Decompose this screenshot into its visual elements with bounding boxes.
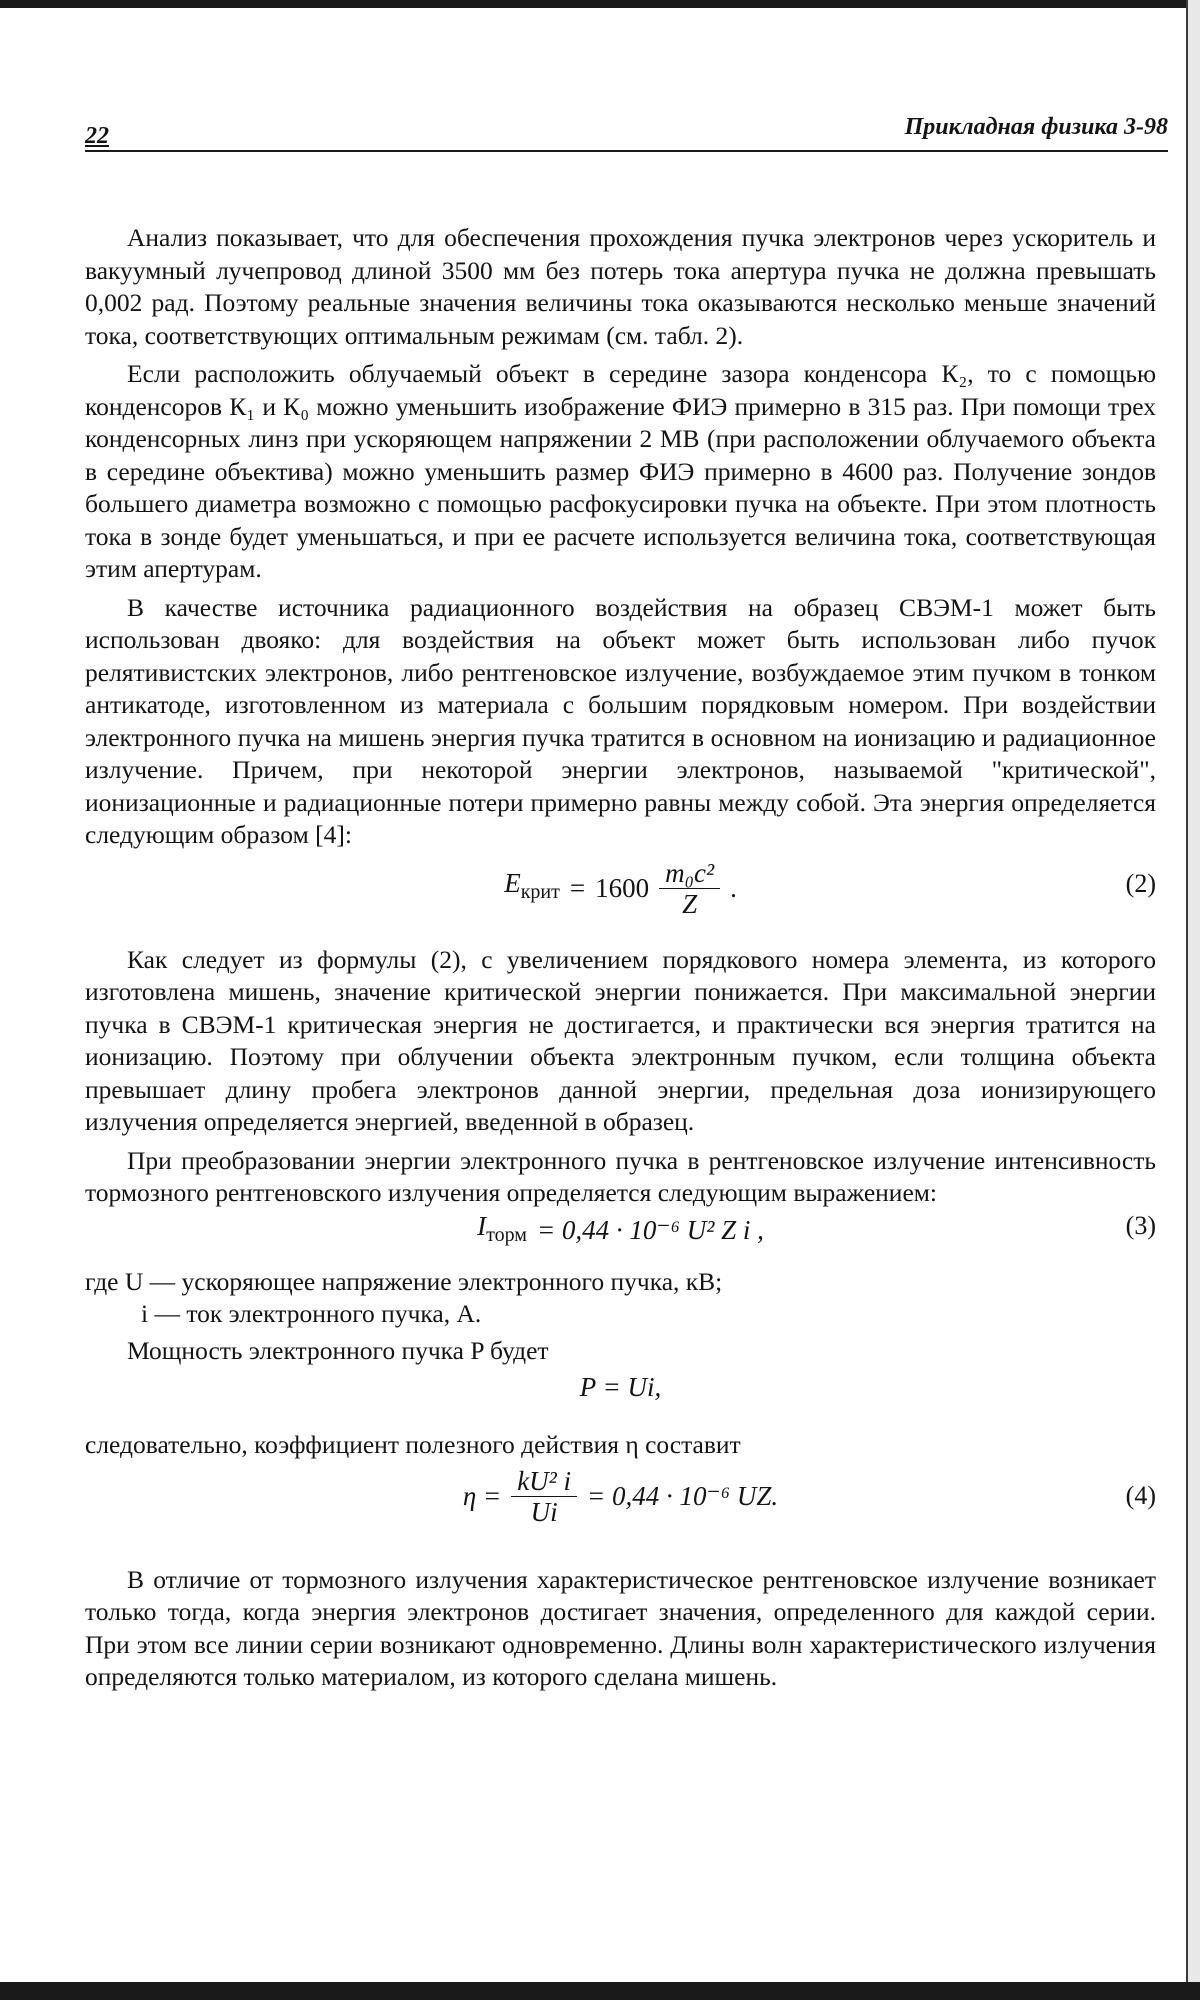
article-body bbox=[85, 222, 1168, 1694]
formula-2-expression bbox=[504, 858, 737, 919]
formula-4-denominator: Ui bbox=[530, 1496, 558, 1527]
formula-2-lhs-symbol: E bbox=[504, 868, 521, 899]
page-header bbox=[85, 110, 1168, 152]
page-number: 22 bbox=[85, 123, 109, 149]
formula-4-lhs: η = bbox=[462, 1480, 502, 1511]
paragraph-aperture-analysis: Анализ показывает, что для обеспечения прохождения пучка электронов через ускоритель и вакуумный лучепровод длиной 3500 мм без потерь тока апертура пучка не должна превышать 0,002 рад. Поэтому реальные значения величины тока оказываются несколько меньше значений тока, соответствующих оптимальным режимам (см. табл. 2). bbox=[85, 223, 1156, 350]
formula-power-expression: P = Ui, bbox=[579, 1372, 662, 1402]
variable-definitions bbox=[85, 1266, 1156, 1331]
journal-page bbox=[85, 110, 1168, 1700]
formula-4-rhs: = 0,44 · 10⁻⁶ UZ. bbox=[587, 1480, 779, 1511]
formula-3-number: (3) bbox=[1125, 1210, 1156, 1240]
formula-3-lhs bbox=[477, 1210, 527, 1252]
paragraph-bremsstrahlung-intro: При преобразовании энергии электронного пучка в рентгеновское излучение интенсивность тормозного рентгеновского излучения определяется следующим выражением: bbox=[85, 1145, 1156, 1207]
formula-3-lhs-subscript: торм bbox=[486, 1223, 527, 1246]
formula-beam-power bbox=[85, 1371, 1156, 1417]
scan-top-edge bbox=[0, 0, 1200, 8]
formula-3-rhs: = 0,44 · 10⁻⁶ U² Z i , bbox=[536, 1215, 764, 1245]
formula-2-tail: . bbox=[730, 872, 737, 903]
formula-3-lhs-symbol: I bbox=[477, 1210, 487, 1241]
paragraph-critical-energy-discussion: Как следует из формулы (2), с увеличением порядкового номера элемента, из которого изготовлена мишень, значение критической энергии понижается. При максимальной энергии пучка в СВЭМ-1 критическая энергия не достигается, и практически вся энергия тратится на ионизацию. Поэтому при облучении объекта электронным пучком, если толщина объекта превышает длину пробега электронов данной энергии, предельная доза ионизирующего излучения определяется энергией, введенной в образец. bbox=[85, 944, 1156, 1136]
formula-2-denominator: Z bbox=[682, 888, 698, 919]
paragraph-characteristic-radiation: В отличие от тормозного излучения характеристическое рентгеновское излучение возникает только тогда, когда энергия электронов достигает значения, определенного для каждой серии. При этом все линии серии возникают одновременно. Длины волн характеристического излучения определяются только материалом, из которого сделана мишень. bbox=[85, 1564, 1156, 1691]
formula-2-critical-energy bbox=[85, 858, 1156, 922]
scan-bottom-edge bbox=[0, 1982, 1200, 2000]
paragraph-radiation-source: В качестве источника радиационного воздействия на образец СВЭМ-1 может быть использован двояко: для воздействия на объект может быть использован либо пучок релятивистских электронов, либо рентгеновское излучение, возбуждаемое этим пучком в тонком антикатоде, изготовленном из материала с большим порядковым номером. При воздействии электронного пучка на мишень энергия пучка тратится в основном на ионизацию и радиационное излучение. Причем, при некоторой энергии электронов, называемой "критической", ионизационные и радиационные потери примерно равны между собой. Эта энергия определяется следующим образом [4]: bbox=[85, 592, 1156, 849]
formula-3-bremsstrahlung-intensity bbox=[85, 1210, 1156, 1260]
formula-2-fraction bbox=[659, 858, 720, 919]
formula-2-number: (2) bbox=[1125, 868, 1156, 898]
formula-4-efficiency bbox=[85, 1466, 1156, 1546]
formula-2-lhs bbox=[504, 867, 560, 909]
definition-i: i — ток электронного пучка, А. bbox=[141, 1299, 482, 1328]
paragraph-beam-power: Мощность электронного пучка P будет bbox=[127, 1335, 549, 1365]
formula-4-number: (4) bbox=[1125, 1480, 1156, 1510]
formula-4-fraction bbox=[511, 1466, 577, 1527]
scan-right-edge bbox=[1186, 0, 1200, 2000]
definition-u: где U — ускоряющее напряжение электронного пучка, кВ; bbox=[85, 1266, 723, 1296]
formula-3-expression bbox=[477, 1210, 764, 1252]
running-title: Прикладная физика 3-98 bbox=[904, 114, 1168, 140]
paragraph-condenser-reduction: Если расположить облучаемый объект в середине зазора конденсора К₂, то с помощью конденсоров К₁ и К₀ можно уменьшить изображение ФИЭ примерно в 315 раз. При помощи трех конденсорных линз при ускоряющем напряжении 2 МВ (при расположении облучаемого объекта в середине объектива) можно уменьшить размер ФИЭ примерно в 4600 раз. Получение зондов большего диаметра возможно с помощью расфокусировки пучка на объекте. При этом плотность тока в зонде будет уменьшаться, и при ее расчете используется величина тока, соответствующая этим апертурам. bbox=[85, 359, 1156, 583]
formula-2-numerator: m₀c² bbox=[659, 858, 720, 889]
formula-2-lhs-subscript: крит bbox=[520, 881, 560, 904]
formula-4-numerator: kU² i bbox=[511, 1466, 577, 1497]
formula-4-expression bbox=[463, 1466, 778, 1527]
paragraph-efficiency-intro: следовательно, коэффициент полезного действия η составит bbox=[85, 1430, 741, 1459]
formula-2-equals: = bbox=[569, 872, 586, 903]
formula-2-coefficient: 1600 bbox=[595, 872, 650, 903]
